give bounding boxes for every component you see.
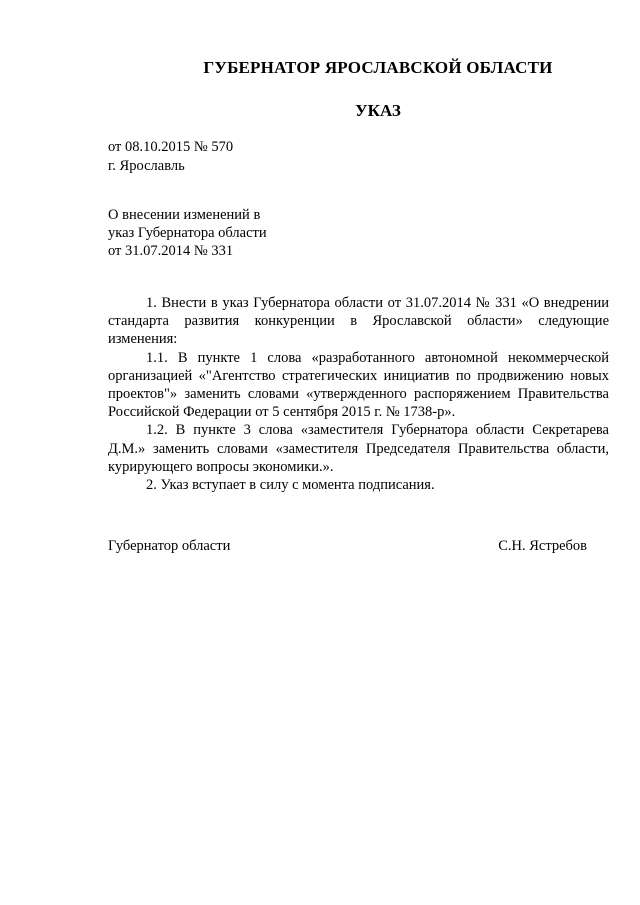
body-paragraph-2: 2. Указ вступает в силу с момента подписания.: [146, 477, 435, 494]
document-type: УКАЗ: [355, 101, 401, 120]
document-date-number: от 08.10.2015 № 570: [108, 139, 234, 155]
subject-line-3: от 31.07.2014 № 331: [108, 243, 234, 259]
document-city: г. Ярославль: [108, 158, 185, 174]
document-body: [108, 294, 609, 494]
body-paragraph-1-2: 1.2. В пункте 3 слова «заместителя Губернатора области Секретарева Д.М.» заменить словами «заместителя Председателя Правительства области, курирующего вопросы экономики.».: [108, 422, 609, 475]
body-paragraph-1: 1. Внести в указ Губернатора области от 31.07.2014 № 331 «О внедрении стандарта развития конкуренции в Ярославской области» следующие изменения:: [108, 295, 609, 348]
subject-line-1: О внесении изменений в: [108, 207, 261, 223]
body-paragraph-1-1: 1.1. В пункте 1 слова «разработанного автономной некоммерческой организацией «"Агентство стратегических инициатив по продвижению новых проектов"» заменить словами «утвержденного распоряжением Правительства Российской Федерации от 5 сентября 2015 г. № 1738-р».: [108, 349, 609, 421]
signatory-name: С.Н. Ястребов: [498, 538, 587, 554]
issuing-authority: ГУБЕРНАТОР ЯРОСЛАВСКОЙ ОБЛАСТИ: [203, 58, 553, 77]
signatory-position: Губернатор области: [108, 538, 231, 554]
subject-line-2: указ Губернатора области: [108, 225, 267, 241]
